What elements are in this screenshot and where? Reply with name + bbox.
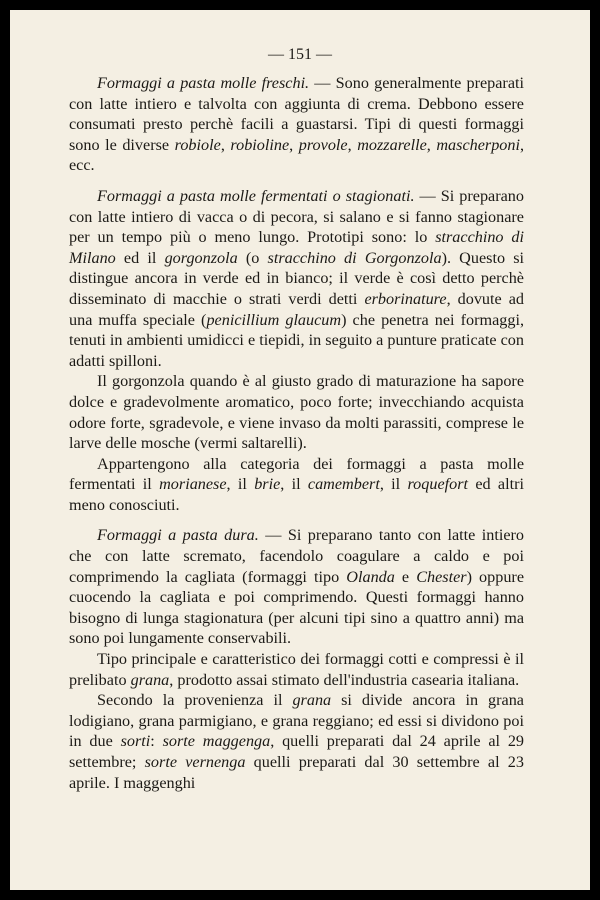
paragraph-fresh-soft-cheeses: Formaggi a pasta molle freschi. — Sono generalmente preparati con latte intiero e talvolta con aggiunta di crema. Debbono essere consumati presto perchè facili a guastarsi. Tipi di questi formaggi sono le diverse robiole, robioline, provole, mozzarelle, mascherponi, ecc. — [69, 74, 525, 175]
italic-term: Formaggi a pasta dura. — [97, 526, 259, 545]
italic-term: sorti — [120, 732, 151, 751]
italic-term: gorgonzola — [164, 248, 238, 267]
italic-term: Chester — [416, 567, 467, 586]
paragraph-soft-cheese-category: Appartengono alla categoria dei formaggi a pasta molle fermentati il morianese, il brie, il camembert, il roquefort ed altri meno conosciuti. — [69, 454, 524, 514]
paragraph-grana: Tipo principale e caratteristico dei formaggi cotti e compressi è il prelibato grana, prodotto assai stimato dell'industria casearia italiana. — [69, 650, 524, 689]
italic-term: robioline — [230, 135, 290, 154]
italic-term: morianese — [159, 475, 227, 494]
paragraph-fermented-soft-cheeses: Formaggi a pasta molle fermentati o stagionati. — Si preparano con latte intiero di vacca o di pecora, si salano e si fanno stagionare per un tempo più o meno lungo. Prototipi sono: lo stracchino di Milano ed il gorgonzola (o stracchino di Gorgonzola). Questo si distingue ancora in verde ed in bianco; il verde è così detto perchè disseminato di macchie o strati verdi detti erborinature, dovute ad una muffa speciale (penicillium glaucum) che penetra nei formaggi, tenuti in ambienti umidicci e tiepidi, in seguito a punture praticate con adatti spilloni. — [69, 186, 525, 370]
paragraph-grana-origin: Secondo la provenienza il grana si divide ancora in grana lodigiano, grana parmigiano, e grana reggiano; ed essi si dividono poi in due sorti: sorte maggenga, quelli preparati dal 24 aprile al 29 settembre; sorte vernenga quelli preparati dal 30 settembre al 23 aprile. I maggenghi — [69, 691, 525, 792]
italic-term: Formaggi a pasta molle fermentati o stagionati. — [97, 186, 415, 205]
italic-term: brie — [254, 475, 281, 494]
italic-term: camembert — [307, 475, 380, 494]
paragraph-hard-cheeses: Formaggi a pasta dura. — Si preparano tanto con latte intiero che con latte scremato, facendolo coagulare a caldo e poi comprimendo la cagliata (formaggi tipo Olanda e Chester) oppure cuocendo la cagliata e poi comprimendo. Questi formaggi hanno bisogno di lunga stagionatura (per alcuni tipi sino a quattro anni) ma sono poi lungamente conservabili. — [69, 526, 525, 648]
italic-term: mozzarelle — [357, 135, 427, 154]
italic-term: grana — [292, 691, 332, 710]
italic-term: grana — [130, 670, 170, 689]
italic-term: sorte maggenga — [162, 732, 271, 751]
italic-term: stracchino di Milano — [69, 228, 525, 267]
italic-term: roquefort — [407, 475, 469, 494]
paragraph-gorgonzola: Il gorgonzola quando è al giusto grado di maturazione ha sapore dolce e gradevolmente aromatico, poco forte; invecchiando acquista odore forte, sgradevole, e viene invaso da molti parassiti, comprese le larve delle mosche (vermi saltarelli). — [69, 372, 524, 453]
italic-term: mascherponi — [436, 135, 520, 154]
italic-term: stracchino di Gorgonzola — [267, 248, 442, 267]
italic-term: Formaggi a pasta molle freschi. — [97, 74, 310, 92]
body-text — [69, 73, 524, 793]
italic-term: provole — [298, 135, 348, 154]
italic-term: robiole — [174, 135, 221, 154]
book-page — [10, 10, 590, 890]
italic-term: sorte vernenga — [144, 753, 246, 771]
page-number: — 151 — — [268, 46, 332, 63]
italic-term: erborinature — [364, 289, 447, 308]
italic-term: penicillium glaucum — [206, 310, 342, 329]
italic-term: Olanda — [346, 567, 395, 586]
